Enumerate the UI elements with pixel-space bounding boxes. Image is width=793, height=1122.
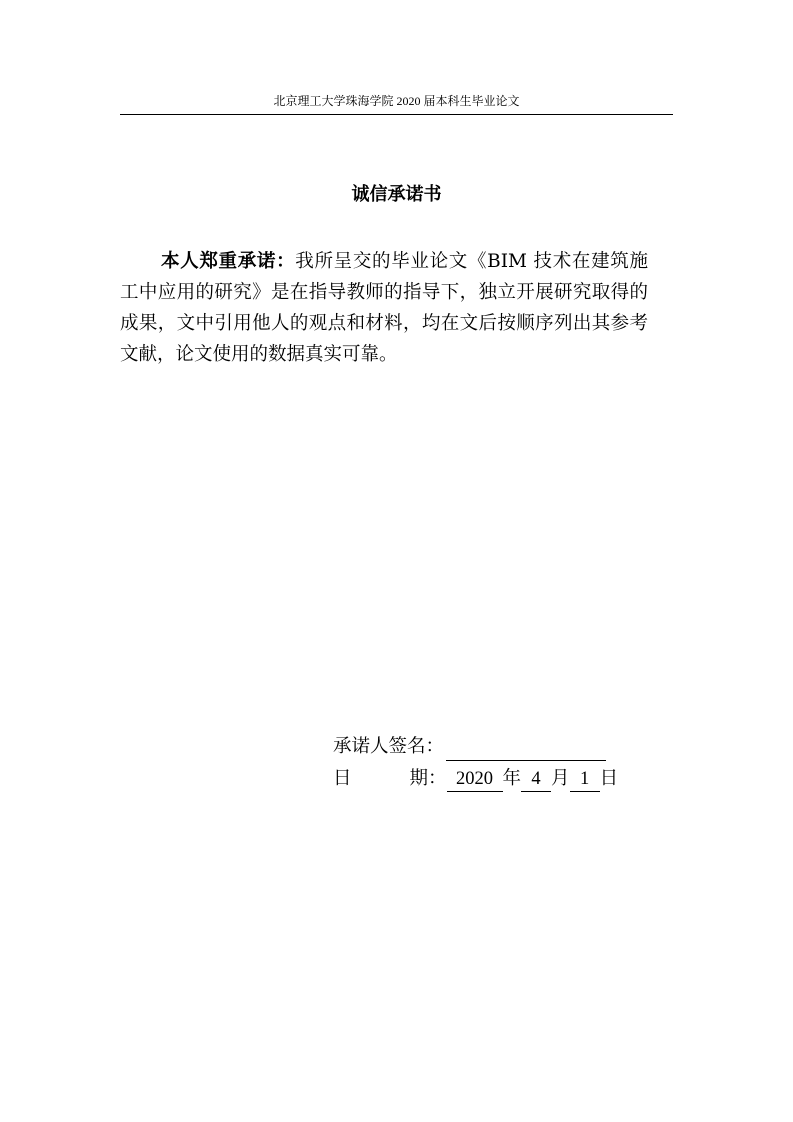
- date-label-qi: 期：: [409, 768, 447, 789]
- date-year-unit: 年: [502, 768, 522, 789]
- running-header: 北京理工大学珠海学院 2020 届本科生毕业论文: [273, 94, 520, 108]
- signature-field[interactable]: [446, 738, 606, 761]
- page-title: 诚信承诺书: [351, 184, 442, 205]
- signature-line: [333, 733, 606, 761]
- date-line: [333, 765, 618, 793]
- pledge-body: 我所呈交的毕业论文《BIM 技术在建筑施工中应用的研究》是在指导教师的指导下，独立开展研究取得的成果，文中引用他人的观点和材料，均在文后按顺序列出其参考文献，论文使用的数据真实可靠。: [120, 251, 648, 365]
- date-day-unit: 日: [599, 768, 619, 789]
- date-month: 4: [521, 767, 551, 792]
- date-month-unit: 月: [551, 768, 570, 789]
- date-year: 2020: [447, 767, 503, 792]
- pledge-paragraph: [120, 246, 648, 370]
- signature-label: 承诺人签名：: [333, 736, 445, 757]
- header-rule: [120, 114, 673, 115]
- date-day: 1: [570, 767, 600, 792]
- pledge-lead: 本人郑重承诺：: [161, 251, 296, 272]
- date-label-ri: 日: [333, 768, 352, 789]
